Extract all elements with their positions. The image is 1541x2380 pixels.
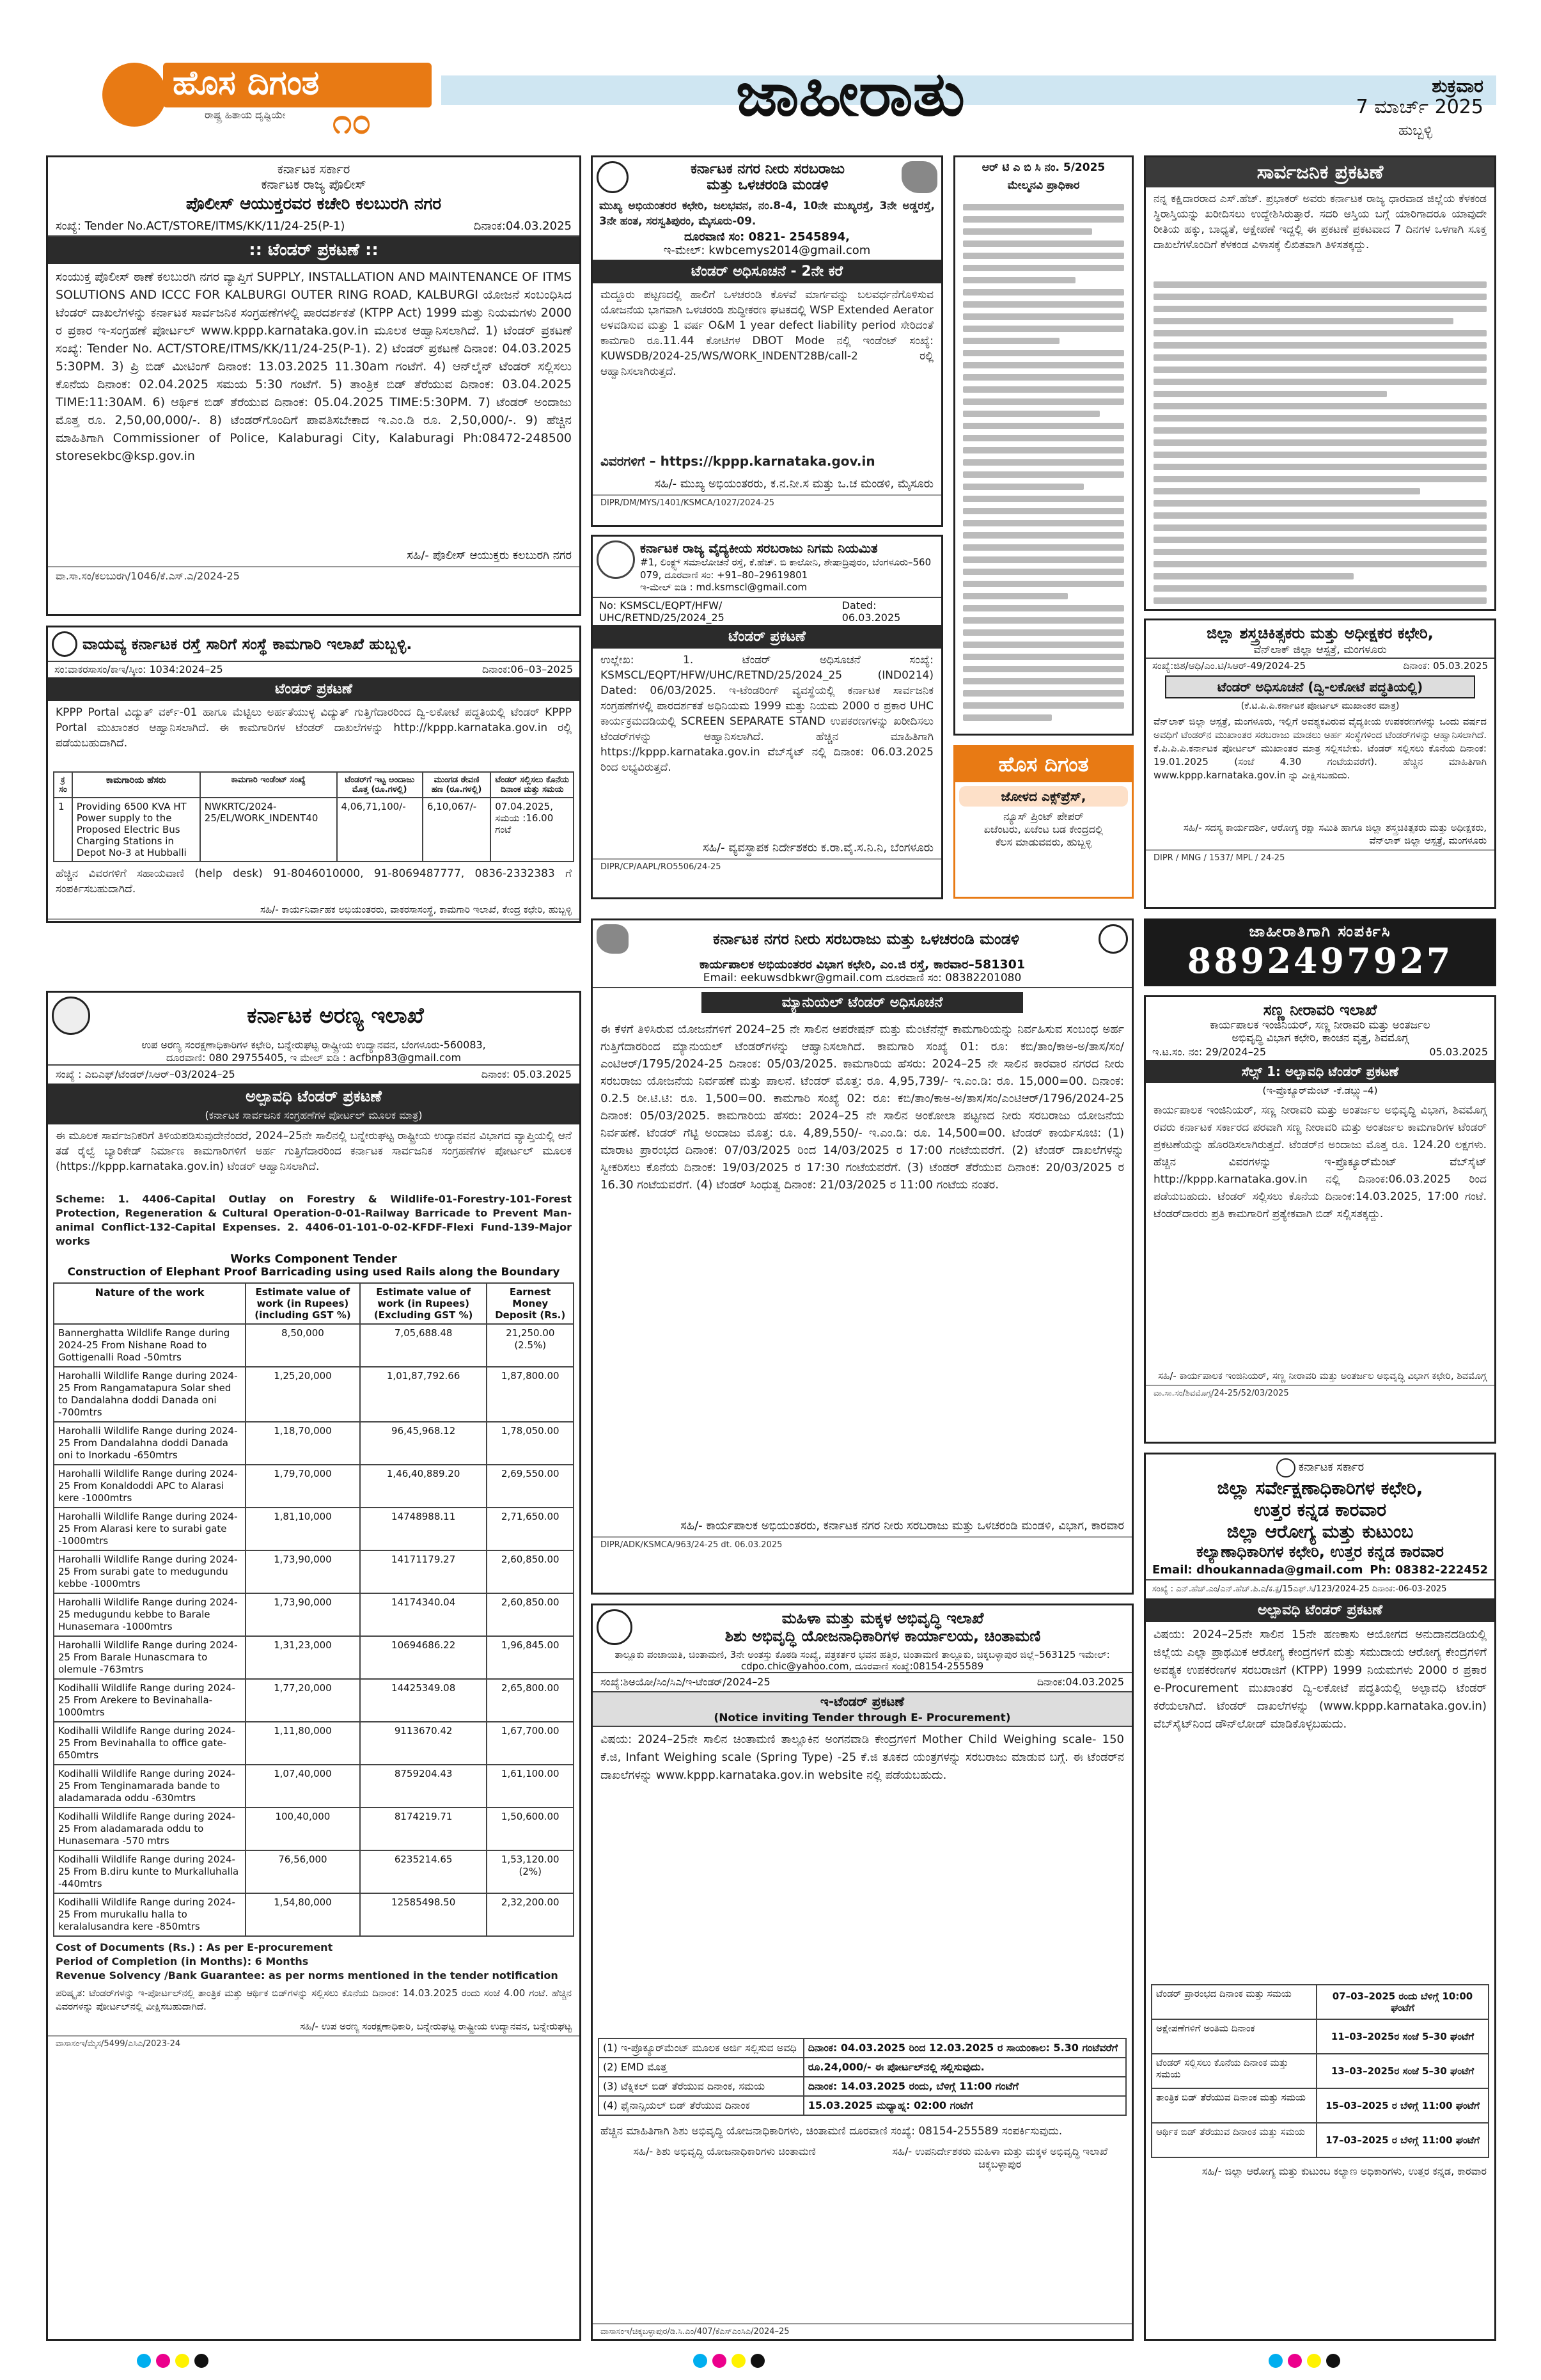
table-cell: 6235214.65: [360, 1850, 487, 1893]
table-cell: 8,50,000: [246, 1324, 360, 1367]
table-cell: 1,77,20,000: [246, 1679, 360, 1722]
ad-signature: ಸಹಿ/- ಶಿಶು ಅಭಿವೃದ್ಧಿ ಯೋಜನಾಧಿಕಾರಿಗಳು ಚಿಂತಾಮಣಿ: [633, 2145, 816, 2157]
ad-body: ಈ ಮೂಲಕ ಸಾರ್ವಜನಿಕರಿಗೆ ತಿಳಿಯಪಡಿಸುವುದೇನೆಂದರೆ, 2024–25ನೇ ಸಾಲಿನಲ್ಲಿ ಬನ್ನೇರುಘಟ್ಟ ರಾಷ್ಟ್ರೀಯ ಉದ್ಯಾನವನ ವಿಭಾಗದ ವ್ಯಾಪ್ತಿಯಲ್ಲಿ ಆನೆ ತಡೆ ರೈಲ್ವೆ ಬ್ಯಾರಿಕೇಡ್ ನಿರ್ಮಾಣ ಕಾಮಗಾರಿಗಳಿಗೆ ಅರ್ಹ ಗುತ್ತಿಗೆದಾರರಿಂದ ಕರ್ನಾಟಕ ಸಾರ್ವಜನಿಕ ಸಂಗ್ರಹಣೆಗಳ ಪೋರ್ಟಲ್ ಮೂಲಕ (https://kppp.karnataka.gov.in) ಟೆಂಡರ್ ಆಹ್ವಾನಿಸಲಾಗಿದೆ.: [56, 1130, 572, 1173]
ad-body: ವೆನ್‌ಲಾಕ್ ಜಿಲ್ಲಾ ಆಸ್ಪತ್ರೆ, ಮಂಗಳೂರು, ಇಲ್ಲಿಗೆ ಅವಶ್ಯಕವಿರುವ ವೈದ್ಯಕೀಯ ಉಪಕರಣಗಳನ್ನು ಒಂದು ವರ್ಷದ ಅವಧಿಗೆ ಟೆಂಡರ್‌ನ ಮುಖಾಂತರ ಸರಬರಾಜು ಮಾಡಲು ಅರ್ಹ ಸಂಸ್ಥೆಗಳಿಂದ ಟೆಂಡರ್‌ಗಳನ್ನು ಆಹ್ವಾನಿಸಲಾಗಿದೆ. ಕೆ.ಪಿ.ಪಿ.ಪಿ.ಕರ್ನಾಟಕ ಪೋರ್ಟಲ್ ಮುಖಾಂತರ ಮಾತ್ರ ಸಲ್ಲಿಸಬೇಕು. ಟೆಂಡರ್ ಸಲ್ಲಿಸಲು ಕೊನೆಯ ದಿನಾಂಕ: 19.01.2025 (ಸಂಜೆ 4.30 ಗಂಟೆಯವರೆಗೆ). ಹೆಚ್ಚಿನ ಮಾಹಿತಿಗಾಗಿ www.kppp.karnataka.gov.in ನ್ನು ವೀಕ್ಷಿಸಬಹುದು.: [1154, 716, 1487, 781]
ad-footer: DIPR / MNG / 1537/ MPL / 24-25: [1146, 849, 1494, 865]
table-cell: 15.03.2025 ಮಧ್ಯಾಹ್ನ: 02:00 ಗಂಟೆಗೆ: [804, 2096, 1126, 2115]
promo-line: ನ್ಯೂಸ್ ಪ್ರಿಂಟ್ ಪೇಪರ್: [1003, 810, 1084, 823]
issue-date: 7 ಮಾರ್ಚ್ 2025: [1356, 96, 1483, 118]
ad-wcd-chintamani: [591, 1604, 1134, 2341]
ad-address: ಮುಖ್ಯ ಅಭಿಯಂತರರ ಕಛೇರಿ, ಜಲಭವನ, ನಂ.8-4, 10ನೇ ಮುಖ್ಯರಸ್ತೆ, 3ನೇ ಅಡ್ಡರಸ್ತೆ, 3ನೇ ಹಂತ, ಸರಸ್ವತಿಪುರಂ, ಮೈಸೂರು-09.: [599, 200, 935, 228]
table-cell: Harohalli Wildlife Range during 2024-25 From Dandalahna doddi Danada oni to Inorkadu -650mtrs: [54, 1422, 246, 1465]
table-cell: 14171179.27: [360, 1550, 487, 1593]
ad-title: ಸಣ್ಣ ನೀರಾವರಿ ಇಲಾಖೆ: [1263, 1001, 1377, 1019]
table-cell: 12585498.50: [360, 1893, 487, 1936]
tender-works-table: [53, 1282, 574, 1937]
table-row: [54, 1722, 574, 1765]
ad-email: ಇ-ಮೇಲ್ ಐಡಿ : md.ksmscl@gmail.com: [640, 581, 808, 593]
table-cell: Harohalli Wildlife Range during 2024-25 medugundu kebbe to Barale Hunasemara -1000mtrs: [54, 1593, 246, 1636]
table-cell: ಅಕ್ಷೇಪಣೆಗಳಿಗೆ ಅಂತಿಮ ದಿನಾಂಕ: [1152, 2019, 1317, 2054]
ad-ref: ಸಂಖ್ಯೆ : ಎಬಿಎಫ್/ಟೆಂಡರ್/ಸಿಆರ್–03/2024–25: [56, 1068, 235, 1080]
print-registration-marks: [0, 2354, 1541, 2373]
ad-signature: ಸಹಿ/- ಕಾರ್ಯಪಾಲಕ ಅಭಿಯಂತರರು, ಕರ್ನಾಟಕ ನಗರ ನೀರು ಸರಬರಾಜು ಮತ್ತು ಒಳಚರಂಡಿ ಮಂಡಳಿ, ವಿಭಾಗ, ಕಾರವಾರ: [680, 1519, 1124, 1533]
contact-number: 8892497927: [1187, 940, 1453, 981]
issue-day: ಶುಕ್ರವಾರ: [1432, 75, 1483, 97]
table-cell: 10694686.22: [360, 1636, 487, 1679]
table-cell: (3) ಟೆಕ್ನಿಕಲ್ ಬಿಡ್ ತೆರೆಯುವ ದಿನಾಂಕ, ಸಮಯ: [598, 2077, 804, 2096]
ad-body: ಕಾರ್ಯಪಾಲಕ ಇಂಜಿನಿಯರ್, ಸಣ್ಣ ನೀರಾವರಿ ಮತ್ತು ಅಂತರ್ಜಲ ಅಭಿವೃದ್ಧಿ ವಿಭಾಗ, ಶಿವಮೊಗ್ಗ ರವರು ಕರ್ನಾಟಕ ಸರ್ಕಾರದ ಪರವಾಗಿ ಸಣ್ಣ ನೀರಾವರಿ ಮತ್ತು ಅಂತರ್ಜಲ ಕಾಮಗಾರಿಗಳ ಟೆಂಡರ್ ಪ್ರಕಟಣೆಯನ್ನು ಹೊರಡಿಸಲಾಗಿರುತ್ತದೆ. ಟೆಂಡರ್‌ನ ಅಂದಾಜು ಮೊತ್ತ ರೂ. 124.20 ಲಕ್ಷಗಳು. ಹೆಚ್ಚಿನ ವಿವರಗಳನ್ನು ಇ-ಪ್ರೊಕ್ಯೂರ್‌ಮೆಂಟ್ ವೆಬ್‌ಸೈಟ್ http://kppp.karnataka.gov.in ನಲ್ಲಿ ದಿನಾಂಕ:06.03.2025 ರಿಂದ ಪಡೆಯಬಹುದು. ಟೆಂಡರ್ ಸಲ್ಲಿಸಲು ಕೊನೆಯ ದಿನಾಂಕ:14.03.2025, 17:00 ಗಂಟೆ. ಟೆಂಡರ್‌ದಾರರು ಪ್ರತಿ ಕಾಮಗಾರಿಗೆ ಪ್ರತ್ಯೇಕವಾಗಿ ಬಿಡ್ ಸಲ್ಲಿಸತಕ್ಕದ್ದು.: [1154, 1104, 1487, 1220]
ad-email: ಇ-ಮೇಲ್: kwbcemys2014@gmail.com: [663, 244, 871, 257]
page-title: ಜಾಹೀರಾತು: [735, 58, 966, 130]
table-cell: 21,250.00 (2.5%): [487, 1324, 574, 1367]
ad-title: ಜಿಲ್ಲಾ ಸರ್ವೇಕ್ಷಣಾಧಿಕಾರಿಗಳ ಕಛೇರಿ,: [1217, 1478, 1423, 1499]
table-cell: 1,61,100.00: [487, 1765, 574, 1808]
ad-heading: ಇ-ಟೆಂಡರ್ ಪ್ರಕಟಣೆ: [593, 1691, 1132, 1710]
logo-tagline: ರಾಷ್ಟ್ರ ಹಿತಾಯ ದೃಷ್ಟಿಯೇ: [205, 109, 286, 121]
table-row: [54, 1679, 574, 1722]
table-row: [1152, 1985, 1489, 2019]
ad-phone: Ph: 08382-222452: [1370, 1563, 1488, 1577]
ad-heading: :: ಟೆಂಡರ್ ಪ್ರಕಟಣೆ ::: [48, 237, 579, 264]
promo-line: ಏಜೆಂಟರು, ಏಜೆಂಟ ಬಡ ಕೇಂದ್ರದಲ್ಲಿ: [983, 823, 1104, 835]
ad-date: ದಿನಾಂಕ:04.03.2025: [1036, 1676, 1124, 1688]
ad-subtitle: ವೆನ್‌ಲಾಕ್ ಜಿಲ್ಲಾ ಆಸ್ಪತ್ರೆ, ಮಂಗಳೂರು: [1253, 643, 1387, 656]
table-cell: 07–03–2025 ರಂದು ಬೆಳಿಗ್ಗೆ 10:00 ಘಂಟೆಗೆ: [1317, 1985, 1489, 2019]
ad-kuwsdb-karwar: [591, 918, 1134, 1595]
table-cell: Bannerghatta Wildlife Range during 2024-25 From Nishane Road to Gottigenalli Road -50mtrs: [54, 1324, 246, 1367]
ad-contact-banner: [1144, 918, 1496, 986]
table-cell: Harohalli Wildlife Range during 2024-25 From Barale Hunascmara to olemule -763mtrs: [54, 1636, 246, 1679]
map-icon: [597, 924, 629, 954]
cost-of-documents: Cost of Documents (Rs.) : As per E-procurement: [56, 1941, 333, 1953]
table-row: [54, 1765, 574, 1808]
table-cell: ದಿನಾಂಕ: 04.03.2025 ರಿಂದ 12.03.2025 ರ ಸಾಯಂಕಾಲ: 5.30 ಗಂಟೆವರೆಗೆ: [804, 2038, 1126, 2058]
table-row: [598, 2096, 1126, 2115]
table-cell: 1,79,70,000: [246, 1465, 360, 1508]
ad-body-text: [955, 193, 1132, 732]
promo-line: ಜೋಳದ ಎಕ್ಸ್‌ಪ್ರೆಸ್,: [959, 786, 1128, 807]
table-cell: 1,96,845.00: [487, 1636, 574, 1679]
ad-address: #1, ಲಿಂಕ್ಟ್ಸ್ ಸಮಾಲೋಚನೆ ರಸ್ತೆ, ಕೆ.ಹೆಚ್. ಬಿ ಕಾಲೋನಿ, ಶೇಷಾದ್ರಿಪುರಂ, ಬೆಂಗಳೂರು–560 079, ದೂರವಾಣಿ ಸಂ: +91–80–29619801: [640, 556, 932, 581]
ad-subtitle: (Notice inviting Tender through E- Procurement): [593, 1710, 1132, 1727]
ad-signature: ಸಹಿ/- ಸದಸ್ಯ ಕಾರ್ಯದರ್ಶಿ, ಆರೋಗ್ಯ ರಕ್ಷಾ ಸಮಿತಿ ಹಾಗೂ ಜಿಲ್ಲಾ ಶಸ್ತ್ರಚಿಕಿತ್ಸಕರು ಮತ್ತು ಅಧೀಕ್ಷಕರು, ವೆನ್‌ಲಾಕ್ ಜಿಲ್ಲಾ ಆಸ್ಪತ್ರೆ, ಮಂಗಳೂರು: [1183, 822, 1487, 846]
ad-link: ವಿವರಗಳಿಗೆ – https://kppp.karnataka.gov.in: [600, 453, 875, 469]
ad-body: ಉಲ್ಲೇಖ: 1. ಟೆಂಡರ್ ಅಧಿಸೂಚನೆ ಸಂಖ್ಯೆ: KSMSCL/EQPT/HFW/UHC/RETND/25/2024_25 (IND0214) Dated: 06/03/2025. ಇ-ಟೆಂಡರಿಂಗ್ ವ್ಯವಸ್ಥೆಯಲ್ಲಿ ಕರ್ನಾಟಕ ಸಾರ್ವಜನಿಕ ಸಂಗ್ರಹಣೆಗಳಲ್ಲಿ ಪಾರದರ್ಶಕತೆ ಅಧಿನಿಯಮ 1999 ಮತ್ತು ನಿಯಮ 2000 ರ ಪ್ರಕಾರ UHC ಕಾರ್ಯಕ್ರಮದಡಿಯಲ್ಲಿ SCREEN SEPARATE STAND ಉಪಕರಣಗಳನ್ನು ಖರೀದಿಸಲು ಟೆಂಡರ್‌ಗಳನ್ನು ಆಹ್ವಾನಿಸಲಾಗಿದೆ. ಹೆಚ್ಚಿನ ಮಾಹಿತಿಗಾಗಿ https://kppp.karnataka.gov.in ವೆಬ್‌ಸೈಟ್ ನಲ್ಲಿ ದಿನಾಂಕ: 06.03.2025 ರಿಂದ ಲಭ್ಯವಿರುತ್ತದೆ.: [600, 654, 934, 774]
ad-ref: ಸಂಖ್ಯೆ:ಜಿಶ/ಆಧಿ/ಎಂ.ಟಿ/ಸಿಆರ್-49/2024-25: [1152, 660, 1306, 672]
ad-footer: DIPR/CP/AAPL/RO5506/24-25: [593, 858, 941, 874]
ad-phone: ದೂರವಾಣಿ: 080 29755405, ಇ ಮೇಲ್ ಐಡಿ : acfbnp83@gmail.com: [166, 1052, 462, 1064]
ad-signature: ಸಹಿ/- ಪೊಲೀಸ್ ಆಯುಕ್ತರು ಕಲಬುರಗಿ ನಗರ: [407, 549, 572, 562]
period-of-completion: Period of Completion (in Months): 6 Months: [56, 1955, 309, 1967]
ad-title: ವಾಯವ್ಯ ಕರ್ನಾಟಕ ರಸ್ತೆ ಸಾರಿಗೆ ಸಂಸ್ಥೆ ಕಾಮಗಾರಿ ಇಲಾಖೆ ಹುಬ್ಬಳ್ಳಿ.: [82, 635, 412, 653]
logo-text: ಹೊಸ ದಿಗಂತ: [173, 64, 320, 102]
ad-minor-irrigation: [1144, 995, 1496, 1444]
ad-ref: ಸಂಖ್ಯೆ : ಎನ್.ಹೆಚ್.ಎಂ/ಎನ್.ಹೆಚ್.ಪಿ.ಎ/ಕ.ಕ್ಷ/15ಎಫ್.ಸಿ/123/2024-25 ದಿನಾಂಕ:-06-03-2025: [1146, 1579, 1494, 1598]
ad-legal-notice: [953, 155, 1134, 736]
forest-emblem-icon: [52, 997, 90, 1035]
ad-footer: DIPR/ADK/KSMCA/963/24-25 dt. 06.03.2025: [593, 1536, 1132, 1552]
table-cell: 1,87,800.00: [487, 1367, 574, 1422]
table-cell: Harohalli Wildlife Range during 2024-25 From Alarasi kere to surabi gate -1000mtrs: [54, 1508, 246, 1550]
table-cell: ರೂ.24,000/- ಈ ಪೋರ್ಟಲ್‌ನಲ್ಲಿ ಸಲ್ಲಿಸುವುದು.: [804, 2058, 1126, 2077]
promo-line: ಕೆಲಸ ಮಾಡುವವರು, ಹುಬ್ಬಳ್ಳಿ: [995, 836, 1092, 848]
table-cell: 1,53,120.00 (2%): [487, 1850, 574, 1893]
table-cell: Harohalli Wildlife Range during 2024-25 From surabi gate to medugundu kebbe -1000mtrs: [54, 1550, 246, 1593]
table-cell: 1,54,80,000: [246, 1893, 360, 1936]
ad-ref: ಆರ್ ಟಿ ಎ ಬಿ ಸಿ ನಂ. 5/2025: [982, 161, 1106, 174]
ad-signature: ಸಹಿ/- ವ್ಯವಸ್ಥಾಪಕ ನಿರ್ದೇಶಕರು ಕ.ರಾ.ವೈ.ಸ.ನಿ.ನಿ, ಬೆಂಗಳೂರು: [703, 841, 934, 855]
ad-date: ದಿನಾಂಕ:06–03–2025: [482, 663, 573, 675]
contact-label: ಜಾಹೀರಾತಿಗಾಗಿ ಸಂಪರ್ಕಿಸಿ: [1249, 922, 1391, 940]
ad-email: Email: dhoukannada@gmail.com: [1152, 1563, 1363, 1577]
table-cell: 1,18,70,000: [246, 1422, 360, 1465]
ad-title: ಪೊಲೀಸ್ ಆಯುಕ್ತರವರ ಕಚೇರಿ ಕಲಬುರಗಿ ನಗರ: [185, 194, 442, 214]
karnataka-emblem-icon: [1276, 1458, 1295, 1478]
revenue-solvency: Revenue Solvency /Bank Guarantee: as per norms mentioned in the tender notification: [56, 1969, 558, 1982]
nwkrtc-logo-icon: [52, 631, 77, 657]
ad-org: ಕರ್ನಾಟಕ ಸರ್ಕಾರ: [1298, 1460, 1365, 1474]
map-icon: [902, 161, 937, 193]
ad-body: ವಿಷಯ: 2024–25ನೇ ಸಾಲಿನ 15ನೇ ಹಣಕಾಸು ಆಯೋಗದ ಅನುದಾನದಡಿಯಲ್ಲಿ ಜಿಲ್ಲೆಯ ಎಲ್ಲಾ ಪ್ರಾಥಮಿಕ ಆರೋಗ್ಯ ಕೇಂದ್ರಗಳಿಗೆ ಮತ್ತು ಸಮುದಾಯ ಆರೋಗ್ಯ ಕೇಂದ್ರಗಳಿಗೆ ಅವಶ್ಯಕ ಉಪಕರಣಗಳ ಸರಬರಾಜಿಗೆ (KTPP) 1999 ನಿಯಮಗಳು 2000 ರ ಪ್ರಕಾರ e-Procurement ಮುಖಾಂತರ ದ್ವಿ-ಲಕೋಟೆ ಪದ್ಧತಿಯಲ್ಲಿ ಅಲ್ಪಾವಧಿ ಟೆಂಡರ್ ಕರೆಯಲಾಗಿದೆ. ಟೆಂಡರ್ ದಾಖಲೆಗಳನ್ನು (www.kppp.karnataka.gov.in) ವೆಬ್‌ಸೈಟ್‌ನಿಂದ ಡೌನ್‌ಲೋಡ್ ಮಾಡಿಕೊಳ್ಳಬಹುದು.: [1154, 1628, 1487, 1731]
ad-body: ಮದ್ದೂರು ಪಟ್ಟಣದಲ್ಲಿ ಹಾಲಿಗೆ ಒಳಚರಂಡಿ ಕೊಳವೆ ಮಾರ್ಗವನ್ನು ಬಲವರ್ಧನೆಗೊಳಿಸುವ ಯೋಜನೆಯ ಭಾಗವಾಗಿ ಒಳಚರಂಡಿ ಶುದ್ಧೀಕರಣ ಘಟಕದಲ್ಲಿ WSP Extended Aerator ಅಳವಡಿಸುವ ಮತ್ತು 1 ವರ್ಷ O&M 1 year defect liability period ಸೇರಿದಂತೆ ಕಾಮಗಾರಿ ರೂ.11.44 ಕೋಟಿಗಳ DBOT Mode ನಲ್ಲಿ ಇಂಡೆಂಟ್ ಸಂಖ್ಯೆ: KUWSDB/2024-25/WS/WORK_INDENT28B/call-2 ರಲ್ಲಿ ಆಹ್ವಾನಿಸಲಾಗಿರುತ್ತದೆ.: [600, 288, 934, 378]
table-cell: Kodihalli Wildlife Range during 2024-25 From aladamarada oddu to Hunasemara -570 mtrs: [54, 1808, 246, 1850]
table-row: [54, 1324, 574, 1367]
ad-date: ದಿನಾಂಕ:04.03.2025: [473, 219, 572, 233]
ad-kalaburagi-police: [46, 155, 581, 616]
ad-body: ನನ್ನ ಕಕ್ಷಿದಾರರಾದ ಎಸ್.ಹೆಚ್. ಪ್ರಭಾಕರ್ ಅವರು ಕರ್ನಾಟಕ ರಾಜ್ಯ ಧಾರವಾಡ ಜಿಲ್ಲೆಯ ಕೆಳಕಂಡ ಸ್ಥಿರಾಸ್ತಿಯನ್ನು ಖರೀದಿಸಲು ಉದ್ದೇಶಿಸಿರುತ್ತಾರೆ. ಸದರಿ ಆಸ್ತಿಯ ಬಗ್ಗೆ ಯಾರಿಗಾದರೂ ಯಾವುದೇ ರೀತಿಯ ಹಕ್ಕು, ಬಾಧ್ಯತೆ, ಆಕ್ಷೇಪಣೆ ಇದ್ದಲ್ಲಿ ಈ ಪ್ರಕಟಣೆ ಪ್ರಕಟವಾದ 7 ದಿನಗಳ ಒಳಗಾಗಿ ಸೂಕ್ತ ದಾಖಲೆಗಳೊಂದಿಗೆ ಕೆಳಕಂಡ ವಿಳಾಸಕ್ಕೆ ಲಿಖಿತವಾಗಿ ತಿಳಿಸತಕ್ಕದ್ದು.: [1154, 193, 1487, 251]
ad-ref: ಸಂ:ವಾಕರಸಾಸಂ/ಕಾಇ/ಸ್ಕೀಂ: 1034:2024–25: [54, 663, 223, 675]
table-cell: 1,81,10,000: [246, 1508, 360, 1550]
table-cell: 2,69,550.00: [487, 1465, 574, 1508]
ad-note: ಪರಿಷ್ಕೃತ: ಟೆಂಡರ್‌ಗಳನ್ನು ಇ-ಪೋರ್ಟಲ್‌ನಲ್ಲಿ ತಾಂತ್ರಿಕ ಮತ್ತು ಆರ್ಥಿಕ ಬಿಡ್‌ಗಳನ್ನು ಸಲ್ಲಿಸಲು ಕೊನೆಯ ದಿನಾಂಕ: 14.03.2025 ರಂದು ಸಂಜೆ 4.00 ಗಂಟೆ. ಹೆಚ್ಚಿನ ವಿವರಗಳನ್ನು ಪೋರ್ಟಲ್‌ನಲ್ಲಿ ವೀಕ್ಷಿಸಬಹುದಾಗಿದೆ.: [56, 1987, 572, 2012]
ad-ref: ಸಂಖ್ಯೆ: Tender No.ACT/STORE/ITMS/KK/11/24-25(P-1): [56, 219, 345, 233]
ad-ref: ಸಂಖ್ಯೆ:ಶಿಅಯೋ/ಸಿಂ/ಸಿಎ/ಇ-ಟೆಂಡರ್/2024–25: [600, 1676, 770, 1688]
table-cell: 8759204.43: [360, 1765, 487, 1808]
ad-org: ಕರ್ನಾಟಕ ರಾಜ್ಯ ವೈದ್ಯಕೀಯ ಸರಬರಾಜು ನಿಗಮ ನಿಯಮಿತ: [640, 540, 878, 556]
table-cell: Kodihalli Wildlife Range during 2024-25 From Bevinahalla to office gate-650mtrs: [54, 1722, 246, 1765]
table-cell: 100,40,000: [246, 1808, 360, 1850]
table-row: [54, 1550, 574, 1593]
ad-title: ಮೇಲ್ಮನವಿ ಪ್ರಾಧಿಕಾರ: [1007, 179, 1080, 192]
table-row: [598, 2058, 1126, 2077]
table-cell: 1,31,23,000: [246, 1636, 360, 1679]
table-cell: 11–03–2025ರ ಸಂಜೆ 5–30 ಘಂಟೆಗೆ: [1317, 2019, 1489, 2054]
ad-email: Email: eekuwsdbkwr@gmail.com ದೂರವಾಣಿ ಸಂ: 08382201080: [593, 972, 1132, 988]
kuwsdb-logo-icon: [597, 161, 629, 193]
ad-org: ಕರ್ನಾಟಕ ರಾಜ್ಯ ಪೊಲೀಸ್: [261, 177, 366, 192]
table-cell: 2,60,850.00: [487, 1593, 574, 1636]
ad-heading: ಅಲ್ಪಾವಧಿ ಟೆಂಡರ್ ಪ್ರಕಟಣೆ: [48, 1084, 579, 1109]
table-cell: ಟೆಂಡರ್ ಸಲ್ಲಿಸಲು ಕೊನೆಯ ದಿನಾಂಕ ಮತ್ತು ಸಮಯ: [1152, 2054, 1317, 2088]
ad-footer: ವಾ.ಸಾ.ಸಂ/ಕಲಬುರಗಿ/1046/ಕೆ.ಎಸ್.ಎ/2024-25: [48, 566, 579, 585]
table-cell: 1,50,600.00: [487, 1808, 574, 1850]
ad-subtitle: (ಕರ್ನಾಟಕ ಸಾರ್ವಜನಿಕ ಸಂಗ್ರಹಣೆಗಳ ಪೋರ್ಟಲ್ ಮೂಲಕ ಮಾತ್ರ): [48, 1109, 579, 1124]
table-cell: Harohalli Wildlife Range during 2024-25 From Rangamatapura Solar shed to Dandalahna doddi Danada oni -700mtrs: [54, 1367, 246, 1422]
table-row: [54, 1465, 574, 1508]
ad-footer: ವಾಸಾಸಂಇ/ಚಿಕ್ಕಬಳ್ಳಾಪುರ/ಡಿ.ಸಿ.ಎಂ/407/ಕೆಎಸ್ಎಂಸಿಎ/2024–25: [593, 2323, 1132, 2339]
table-row: [598, 2038, 1126, 2058]
table-cell: 76,56,000: [246, 1850, 360, 1893]
ad-address: ತಾಲ್ಲೂಕು ಪಂಚಾಯಿತಿ, ಚಿಂತಾಮಣಿ, 3ನೇ ಅಂತಸ್ತು ಕೊಠಡಿ ಸಂಖ್ಯೆ, ಪತ್ರಕರ್ತರ ಭವನ ಹತ್ತಿರ, ಚಿಂತಾಮಣಿ ತಾಲ್ಲೂಕು, ಚಿಕ್ಕಬಳ್ಳಾಪುರ ಜಿಲ್ಲೆ–563125 ಇಮೇಲ್: cdpo.chic@yahoo.com, ದೂರವಾಣಿ ಸಂಖ್ಯೆ:08154-255589: [614, 1649, 1110, 1672]
ad-subtitle: ಕಾರ್ಯಪಾಲಕ ಅಭಿಯಂತರರ ವಿಭಾಗ ಕಛೇರಿ, ಎಂ.ಜಿ ರಸ್ತೆ, ಕಾರವಾರ–581301: [699, 958, 1026, 972]
ad-heading: ಟೆಂಡರ್ ಅಧಿಸೂಚನೆ - 2ನೇ ಕರೆ: [593, 260, 941, 283]
ad-date: 05.03.2025: [1429, 1046, 1488, 1058]
table-cell: 1,46,40,889.20: [360, 1465, 487, 1508]
ad-helpline: ಹೆಚ್ಚಿನ ವಿವರಗಳಿಗೆ ಸಹಾಯವಾಣಿ (help desk) 91-8046010000, 91-8069487777, 0836-2332383 ಗೆ ಸಂಪರ್ಕಿಸಬಹುದಾಗಿದೆ.: [56, 867, 572, 895]
ad-kuwsdb-mysuru: [591, 155, 943, 527]
ad-subtitle: ಅಭಿವೃದ್ಧಿ ವಿಭಾಗ ಕಛೇರಿ, ಕಾಂಚನ ವೃತ್ತ, ಶಿವಮೊಗ್ಗ: [1232, 1032, 1409, 1044]
table-row: [54, 1636, 574, 1679]
table-cell: 2,65,800.00: [487, 1679, 574, 1722]
table-cell: 9113670.42: [360, 1722, 487, 1765]
ad-title: ಜಿಲ್ಲಾ ಶಸ್ತ್ರಚಿಕಿತ್ಸಕರು ಮತ್ತು ಅಧೀಕ್ಷಕರ ಕಛೇರಿ,: [1207, 624, 1434, 642]
ad-subtitle: ಶಿಶು ಅಭಿವೃದ್ಧಿ ಯೋಜನಾಧಿಕಾರಿಗಳ ಕಾರ್ಯಾಲಯ, ಚಿಂತಾಮಣಿ: [724, 1627, 1041, 1645]
ad-title: ಉತ್ತರ ಕನ್ನಡ ಕಾರವಾರ: [1253, 1499, 1387, 1520]
ad-heading: ಅಲ್ಪಾವಧಿ ಟೆಂಡರ್ ಪ್ರಕಟಣೆ: [1146, 1598, 1494, 1622]
ad-ksmscl: [591, 535, 943, 899]
ad-forest-department: [46, 991, 581, 2341]
ad-scheme: Scheme: 1. 4406-Capital Outlay on Forestry & Wildlife-01-Forestry-101-Forest Protection, Regeneration & Cultural Operation-0-01-Railway Barricade to Prevent Man-animal Conflict-132-Capital Expenses. 2. 4406-01-101-0-02-KFDF-Flexi Fund-139-Major works: [56, 1193, 572, 1247]
works-component-title: Works Component Tender: [230, 1252, 397, 1266]
table-cell: (1) ಇ-ಪ್ರೊಕ್ಯೂರ್‌ಮೆಂಟ್ ಮೂಲಕ ಅರ್ಜಿ ಸಲ್ಲಿಸುವ ಅವಧಿ: [598, 2038, 804, 2058]
ad-title: ಮಹಿಳಾ ಮತ್ತು ಮಕ್ಕಳ ಅಭಿವೃದ್ಧಿ ಇಲಾಖೆ: [781, 1609, 984, 1627]
ad-hosadiganta-promo: [953, 745, 1134, 899]
masthead: [45, 56, 1496, 146]
table-cell: 96,45,968.12: [360, 1422, 487, 1465]
ad-body: KPPP Portal ವಿದ್ಯುತ್ ವರ್ಕ್-01 ಹಾಗೂ ಮೆಟ್ಟಿಲು ಅರ್ಹತೆಯುಳ್ಳ ವಿದ್ಯುತ್ ಗುತ್ತಿಗೆದಾರರಿಂದ ದ್ವಿ-ಲಕೋಟೆ ಪದ್ಧತಿಯಲ್ಲಿ ಟೆಂಡರ್ KPPP Portal ಮುಖಾಂತರ ಆಹ್ವಾನಿಸಲಾಗಿದೆ. ಈ ಕಾಮಗಾರಿಗಳ ಟೆಂಡರ್ ದಾಖಲೆಗಳನ್ನು http://kppp.karnataka.gov.in ರಲ್ಲಿ ಪಡೆಯಬಹುದಾಗಿದೆ.: [56, 706, 572, 750]
table-row: [54, 1893, 574, 1936]
ad-karwar-health: [1144, 1453, 1496, 2341]
table-cell: (4) ಫೈನಾನ್ಸಿಯಲ್ ಬಿಡ್ ತೆರೆಯುವ ದಿನಾಂಕ: [598, 2096, 804, 2115]
ad-date: Dated: 06.03.2025: [841, 599, 901, 624]
ad-org: ಕರ್ನಾಟಕ ನಗರ ನೀರು ಸರಬರಾಜು: [691, 161, 845, 177]
table-cell: Kodihalli Wildlife Range during 2024-25 From murukallu halla to keralalusandra kere -850mtrs: [54, 1893, 246, 1936]
table-row: [1152, 2088, 1489, 2123]
table-cell: ದಿನಾಂಕ: 14.03.2025 ರಂದು, ಬೆಳಿಗ್ಗೆ 11:00 ಗಂಟೆಗೆ: [804, 2077, 1126, 2096]
schedule-table: [1151, 1984, 1489, 2158]
promo-brand: ಹೊಸ ದಿಗಂತ: [955, 747, 1132, 782]
wcd-logo-icon: [597, 1609, 632, 1645]
table-cell: 1,73,90,000: [246, 1593, 360, 1636]
kuwsdb-logo-icon: [1099, 924, 1128, 954]
table-row: [54, 1593, 574, 1636]
table-row: [54, 1508, 574, 1550]
table-cell: 14748988.11: [360, 1508, 487, 1550]
table-row: [1152, 2054, 1489, 2088]
ad-title: ಕಲ್ಯಾಣಾಧಿಕಾರಿಗಳ ಕಛೇರಿ, ಉತ್ತರ ಕನ್ನಡ ಕಾರವಾರ: [1196, 1543, 1444, 1561]
tender-table: [53, 771, 574, 862]
table-row: [54, 1422, 574, 1465]
table-cell: 14425349.08: [360, 1679, 487, 1722]
table-cell: 7,05,688.48: [360, 1324, 487, 1367]
ad-helpline: ಹೆಚ್ಚಿನ ಮಾಹಿತಿಗಾಗಿ ಶಿಶು ಅಭಿವೃದ್ಧಿ ಯೋಜನಾಧಿಕಾರಿಗಳು, ಚಿಂತಾಮಣಿ ದೂರವಾಣಿ ಸಂಖ್ಯೆ: 08154-255589 ಸಂಪರ್ಕಿಸುವುದು.: [600, 2125, 1063, 2138]
ad-date: ದಿನಾಂಕ: 05.03.2025: [481, 1068, 572, 1080]
table-cell: 1,78,050.00: [487, 1422, 574, 1465]
ad-date: [955, 732, 1132, 736]
ad-title: ಜಿಲ್ಲಾ ಆರೋಗ್ಯ ಮತ್ತು ಕುಟುಂಬ: [1226, 1521, 1414, 1542]
table-cell: 8174219.71: [360, 1808, 487, 1850]
ad-subtitle: (ಇ-ಪ್ರೊಕ್ಯೂರ್‌ಮೆಂಟ್ -ಕೆ.ಡಬ್ಲ್ಯು–4): [1262, 1085, 1378, 1096]
ad-subtitle: ಕಾರ್ಯಪಾಲಕ ಇಂಜಿನಿಯರ್, ಸಣ್ಣ ನೀರಾವರಿ ಮತ್ತು ಅಂತರ್ಜಲ: [1210, 1019, 1430, 1032]
ksmscl-logo-icon: [597, 540, 635, 579]
table-cell: 1,01,87,792.66: [360, 1367, 487, 1422]
table-row: [598, 2077, 1126, 2096]
ad-heading: ಸೆಲ್ಸ್ 1: ಅಲ್ಪಾವಧಿ ಟೆಂಡರ್ ಪ್ರಕಟಣೆ: [1146, 1060, 1494, 1083]
ad-footer: ವಾಸಾಸಂಇ/ಮೈಸ/5499/ಎಸಿಎ/2023-24: [48, 2035, 579, 2051]
ad-title: ಕರ್ನಾಟಕ ಅರಣ್ಯ ಇಲಾಖೆ: [247, 1003, 424, 1028]
table-cell: 13–03–2025ರ ಸಂಜೆ 5–30 ಘಂಟೆಗೆ: [1317, 2054, 1489, 2088]
ad-nwkrtc: [46, 626, 581, 923]
table-cell: 1,67,700.00: [487, 1722, 574, 1765]
table-header-row: Nature of the work Estimate value of work (in Rupees) (including GST %) Estimate value of work (in Rupees) (Excluding GST %) Earnest Money Deposit (Rs.): [54, 1283, 574, 1324]
ad-heading: ಟೆಂಡರ್ ಪ್ರಕಟಣೆ: [48, 677, 579, 701]
table-cell: 2,60,850.00: [487, 1550, 574, 1593]
ad-title: ಕರ್ನಾಟಕ ನಗರ ನೀರು ಸರಬರಾಜು ಮತ್ತು ಒಳಚರಂಡಿ ಮಂಡಳಿ: [713, 930, 1019, 948]
table-cell: Harohalli Wildlife Range during 2024-25 From Konaldoddi APC to Alarasi kere -1000mtrs: [54, 1465, 246, 1508]
ad-footer: ವಾ.ಸಾ.ಸಂ/ಶಿವಮೊಗ್ಗ/24-25/52/03/2025: [1146, 1385, 1494, 1401]
table-cell: Kodihalli Wildlife Range during 2024-25 From B.diru kunte to Murkalluhalla -440mtrs: [54, 1850, 246, 1893]
page-number: ೧೦: [332, 101, 372, 141]
table-cell: Kodihalli Wildlife Range during 2024-25 From Arekere to Bevinahalla-1000mtrs: [54, 1679, 246, 1722]
table-row: [54, 1850, 574, 1893]
ad-heading: ಟೆಂಡರ್ ಅಧಿಸೂಚನೆ (ದ್ವಿ-ಲಕೋಟೆ ಪದ್ಧತಿಯಲ್ಲಿ): [1165, 675, 1475, 698]
ad-signature: ಸಹಿ/- ಕಾರ್ಯನಿರ್ವಾಹಕ ಅಭಿಯಂತರರು, ವಾಕರಸಾಸಂಸ್ಥೆ, ಕಾಮಗಾರಿ ಇಲಾಖೆ, ಕೇಂದ್ರ ಕಛೇರಿ, ಹುಬ್ಬಳ್ಳಿ: [260, 904, 572, 915]
ad-signature: ಸಹಿ/- ಉಪನಿರ್ದೇಶಕರು ಮಹಿಳಾ ಮತ್ತು ಮಕ್ಕಳ ಅಭಿವೃದ್ಧಿ ಇಲಾಖೆ ಚಿಕ್ಕಬಳ್ಳಾಪುರ: [892, 2145, 1108, 2170]
ad-body: ಸಂಯುಕ್ತ ಪೊಲೀಸ್ ಠಾಣೆ ಕಲಬುರಗಿ ನಗರ ವ್ಯಾಪ್ತಿಗೆ SUPPLY, INSTALLATION AND MAINTENANCE OF ITMS SOLUTIONS AND ICCC FOR KALBURGI OUTER RING ROAD, KALBURGI ಯೋಜನೆ ಸಂಬಂಧಿಸಿದ ಟೆಂಡರ್‌ ದಾಖಲೆಗಳನ್ನು ಕರ್ನಾಟಕ ಸಾರ್ವಜನಿಕ ಸಂಗ್ರಹಣೆಗಳಲ್ಲಿ ಪಾರದರ್ಶಕತೆ (KTPP Act) 1999 ಮತ್ತು ನಿಯಮಗಳು 2000 ರ ಪ್ರಕಾರ ಇ-ಸಂಗ್ರಹಣೆ ಪೋರ್ಟಲ್ www.kppp.karnataka.gov.in ಮೂಲಕ ಆಹ್ವಾನಿಸಲಾಗಿದೆ. 1) ಟೆಂಡರ್ ಪ್ರಕಟಣೆ ಸಂಖ್ಯೆ: Tender No. ACT/STORE/ITMS/KK/11/24-25(P-1). 2) ಟೆಂಡರ್ ಪ್ರಕಟಣೆ ದಿನಾಂಕ: 04.03.2025 5:30PM. 3) ಪ್ರಿ ಬಿಡ್ ಮೀಟಿಂಗ್ ದಿನಾಂಕ: 13.03.2025 11.30am ಗಂಟೆಗೆ. 4) ಆನ್‌ಲೈನ್ ಟೆಂಡರ್ ಸಲ್ಲಿಸಲು ಕೊನೆಯ ದಿನಾಂಕ: 02.04.2025 ಸಮಯ 5:30 ಗಂಟೆಗೆ. 5) ತಾಂತ್ರಿಕ ಬಿಡ್ ತೆರೆಯುವ ದಿನಾಂಕ: 03.04.2025 TIME:11:30AM. 6) ಆರ್ಥಿಕ ಬಿಡ್ ತೆರೆಯುವ ದಿನಾಂಕ: 05.04.2025 TIME:5:30PM. 7) ಟೆಂಡರ್ ಅಂದಾಜು ಮೊತ್ತ ರೂ. 2,50,00,000/-. 8) ಟೆಂಡರ್‌ಗೊಂದಿಗೆ ಪಾವತಿಸಬೇಕಾದ ಇ.ಎಂ.ಡಿ ರೂ. 2,50,000/-. 9) ಹೆಚ್ಚಿನ ಮಾಹಿತಿಗಾಗಿ Commissioner of Police, Kalaburagi City, Kalaburagi Ph:08472-248500 storesekbc@ksp.gov.in: [56, 270, 572, 463]
ad-org: ಕರ್ನಾಟಕ ಸರ್ಕಾರ: [277, 161, 350, 177]
table-cell: ಟೆಂಡರ್ ಪ್ರಾರಂಭದ ದಿನಾಂಕ ಮತ್ತು ಸಮಯ: [1152, 1985, 1317, 2019]
table-cell: 2,71,650.00: [487, 1508, 574, 1550]
table-cell: 1,07,40,000: [246, 1765, 360, 1808]
ad-signature: ಸಹಿ/- ಜಿಲ್ಲಾ ಆರೋಗ್ಯ ಮತ್ತು ಕುಟುಂಬ ಕಲ್ಯಾಣ ಅಧಿಕಾರಿಗಳು, ಉತ್ತರ ಕನ್ನಡ, ಕಾರವಾರ: [1201, 2165, 1487, 2177]
table-cell: 17–03–2025 ರ ಬೆಳಿಗ್ಗೆ 11:00 ಘಂಟೆಗೆ: [1317, 2123, 1489, 2157]
table-header-row: ಕ್ರ ಸಂ ಕಾಮಗಾರಿಯ ಹೆಸರು ಕಾಮಗಾರಿ ಇಂಡೆಂಟ್ ಸಂಖ್ಯೆ ಟೆಂಡರ್‌ಗೆ ಇಟ್ಟ ಅಂದಾಜು ಮೊತ್ತ (ರೂ.ಗಳಲ್ಲಿ) ಮುಂಗಡ ಠೇವಣಿ ಹಣ (ರೂ.ಗಳಲ್ಲಿ) ಟೆಂಡರ್ ಸಲ್ಲಿಸಲು ಕೊನೆಯ ದಿನಾಂಕ ಮತ್ತು ಸಮಯ: [54, 772, 574, 798]
table-row: [54, 1367, 574, 1422]
logo: [102, 56, 435, 141]
ad-body: ಈ ಕೆಳಗೆ ತಿಳಿಸಿರುವ ಯೋಜನೆಗಳಿಗೆ 2024–25 ನೇ ಸಾಲಿನ ಆಪರೇಷನ್ ಮತ್ತು ಮೆಂಟೆನೆನ್ಸ್ ಕಾಮಗಾರಿಯನ್ನು ನಿರ್ವಹಿಸುವ ಸಂಬಂಧ ಅರ್ಹ ಗುತ್ತಿಗೆದಾರರಿಂದ ಮ್ಯಾನುಯಲ್ ಟೆಂಡರ್‌ಗಳನ್ನು ಆಹ್ವಾನಿಸಲಾಗಿದೆ. ಕಾಮಗಾರಿ ಸಂಖ್ಯೆ 01: ರೂ: ಕಬಿ/ತಾಂ/ಕಾಅ-ಅ/ತಾಸ/ಸಂ/ಎಂಟಿಆರ್/1795/2024-25 ದಿನಾಂಕ: 05/03/2025. ಕಾಮಗಾರಿಯ ಹೆಸರು: 2024–25 ನೇ ಸಾಲಿನ ಕಾರವಾರ ನಗರದ ನೀರು ಸರಬರಾಜು ಯೋಜನೆಯ ನಿರ್ವಹಣೆ ಮತ್ತು ಪಾಲನೆ. ಟೆಂಡರ್ ಮೊತ್ತ: ರೂ. 4,95,739/- ಇ.ಎಂ.ಡಿ: ರೂ. 15,000=00. ದಿನಾಂಕ: 0.2.5 ರೀ.ಟಿ.ಟಿ: ರೂ. 1,500=00. ಕಾಮಗಾರಿ ಸಂಖ್ಯೆ 02: ರೂ: ಕಬಿ/ತಾಂ/ಕಾಅ-ಅ/ತಾಸ/ಸಂ/ಎಂಟಿಆರ್/1796/2024-25 ದಿನಾಂಕ: 05/03/2025. ಕಾಮಗಾರಿಯ ಹೆಸರು: 2024–25 ನೇ ಸಾಲಿನ ಅಂಕೋಲಾ ಪಟ್ಟಣದ ನೀರು ಸರಬರಾಜು ಯೋಜನೆಯ ನಿರ್ವಹಣೆ. ಟೆಂಡರ್ ಗೆಟ್ಟಿ ಅಂದಾಜು ಮೊತ್ತ: ರೂ. 4,89,550/- ಇ.ಎಂ.ಡಿ: ರೂ. 14,500=00. ಟೆಂಡರ್ ಕಾರ್ಯಸೂಚಿ: (1) ಮಾರಾಟ ಪ್ರಾರಂಭದ ದಿನಾಂಕ: 07/03/2025 ರಿಂದ 14/03/2025 ರ 17:00 ಗಂಟೆಯವರೆಗೆ. (2) ಟೆಂಡರ್ ದಾಖಲೆಗಳನ್ನು ಸ್ವೀಕರಿಸಲು ಕೊನೆಯ ದಿನಾಂಕ: 19/03/2025 ರ 17:30 ಗಂಟೆಯವರೆಗೆ. (3) ಟೆಂಡರ್ ತೆರೆಯುವ ದಿನಾಂಕ: 20/03/2025 ರ 16.30 ಗಂಟೆಯವರೆಗೆ. (4) ಟೆಂಡರ್ ಸಿಂಧುತ್ವ ದಿನಾಂಕ: 21/03/2025 ರ 11:00 ಗಂಟೆಯ ನಂತರ.: [600, 1023, 1124, 1192]
ad-date: ದಿನಾಂಕ: 05.03.2025: [1403, 660, 1488, 672]
ad-signature: ಸಹಿ/- ಕಾರ್ಯಪಾಲಕ ಇಂಜಿನಿಯರ್, ಸಣ್ಣ ನೀರಾವರಿ ಮತ್ತು ಅಂತರ್ಜಲ ಅಭಿವೃದ್ಧಿ ವಿಭಾಗ ಕಛೇರಿ, ಶಿವಮೊಗ್ಗ: [1158, 1370, 1487, 1382]
ad-body: ವಿಷಯ: 2024–25ನೇ ಸಾಲಿನ ಚಿಂತಾಮಣಿ ತಾಲ್ಲೂಕಿನ ಅಂಗನವಾಡಿ ಕೇಂದ್ರಗಳಿಗೆ Mother Child Weighing scale- 150 ಕೆ.ಜಿ, Infant Weighing scale (Spring Type) -25 ಕೆ.ಜಿ ತೂಕದ ಯಂತ್ರಗಳನ್ನು ಸರಬರಾಜು ಮಾಡುವ ಬಗ್ಗೆ. ಈ ಟೆಂಡರ್‌ನ ದಾಖಲೆಗಳನ್ನು www.kppp.karnataka.gov.in website ನಲ್ಲಿ ಪಡೆಯಬಹುದು.: [600, 1733, 1124, 1782]
ad-org: ಮತ್ತು ಒಳಚರಂಡಿ ಮಂಡಳಿ: [707, 177, 829, 193]
table-cell: 2,32,200.00: [487, 1893, 574, 1936]
table-cell: 1,73,90,000: [246, 1550, 360, 1593]
ad-heading: ಸಾರ್ವಜನಿಕ ಪ್ರಕಟಣೆ: [1146, 157, 1494, 187]
ad-signature: ಸಹಿ/- ಉಪ ಅರಣ್ಯ ಸಂರಕ್ಷಣಾಧಿಕಾರಿ, ಬನ್ನೇರುಘಟ್ಟ ರಾಷ್ಟ್ರೀಯ ಉದ್ಯಾನವನ, ಬನ್ನೇರುಘಟ್ಟ: [300, 2021, 572, 2032]
ad-phone: ದೂರವಾಣಿ ಸಂ: 0821- 2545894,: [684, 230, 850, 244]
ad-ref: ಇ.ಟ.ಸಂ. ನಂ: 29/2024–25: [1152, 1046, 1267, 1058]
table-cell: (2) EMD ಮೊತ್ತ: [598, 2058, 804, 2077]
ad-heading: ಮ್ಯಾನುಯಲ್ ಟೆಂಡರ್ ಅಧಿಸೂಚನೆ: [701, 992, 1023, 1013]
edition-city: ಹುಬ್ಬಳ್ಳಿ: [1398, 123, 1432, 139]
ad-footer: DIPR/DM/MYS/1401/KSMCA/1027/2024-25: [593, 494, 941, 510]
table-cell: ತಾಂತ್ರಿಕ ಬಿಡ್ ತೆರೆಯುವ ದಿನಾಂಕ ಮತ್ತು ಸಮಯ: [1152, 2088, 1317, 2123]
ad-heading: ಟೆಂಡರ್ ಪ್ರಕಟಣೆ: [593, 625, 941, 649]
ad-body-text: [1146, 271, 1494, 611]
table-cell: 15–03–2025 ರ ಬೆಳಿಗ್ಗೆ 11:00 ಘಂಟೆಗೆ: [1317, 2088, 1489, 2123]
table-row: [54, 1808, 574, 1850]
ad-subtitle: (ಕೆ.ಟಿ.ಪಿ.ಪಿ.ಕರ್ನಾಟಕ ಪೋರ್ಟಲ್ ಮುಖಾಂತರ ಮಾತ್ರ): [1240, 701, 1400, 711]
works-component-subtitle: Construction of Elephant Proof Barricading using used Rails along the Boundary: [67, 1266, 560, 1279]
ad-signature: ಸಹಿ/- ಮುಖ್ಯ ಅಭಿಯಂತರರು, ಕ.ನ.ನೀ.ಸ ಮತ್ತು ಒ.ಚ ಮಂಡಳಿ, ಮೈಸೂರು: [654, 477, 934, 491]
table-row: [1152, 2123, 1489, 2157]
table-cell: ಆರ್ಥಿಕ ಬಿಡ್ ತೆರೆಯುವ ದಿನಾಂಕ ಮತ್ತು ಸಮಯ: [1152, 2123, 1317, 2157]
table-cell: Kodihalli Wildlife Range during 2024-25 From Tenginamarada bande to aladamarada oddu -630mtrs: [54, 1765, 246, 1808]
ad-footer: [48, 918, 579, 923]
ad-ref: No: KSMSCL/EQPT/HFW/ UHC/RETND/25/2024_25: [599, 599, 724, 624]
table-cell: 1,11,80,000: [246, 1722, 360, 1765]
logo-emblem-icon: [102, 63, 166, 127]
schedule-table: [598, 2038, 1127, 2116]
table-cell: 14174340.04: [360, 1593, 487, 1636]
ad-mangaluru-hospital: [1144, 619, 1496, 909]
table-row: [1152, 2019, 1489, 2054]
table-cell: 1,25,20,000: [246, 1367, 360, 1422]
ad-public-notice: [1144, 155, 1496, 611]
table-row: 1 Providing 6500 KVA HT Power supply to the Proposed Electric Bus Charging Stations in Depot No-3 at Hubballi NWKRTC/2024-25/EL/WORK_INDENT40 4,06,71,100/- 6,10,067/- 07.04.2025, ಸಮಯ :16.00 ಗಂಟೆ: [54, 798, 574, 862]
ad-address: ಉಪ ಅರಣ್ಯ ಸಂರಕ್ಷಣಾಧಿಕಾರಿಗಳ ಕಛೇರಿ, ಬನ್ನೇರುಘಟ್ಟ ರಾಷ್ಟ್ರೀಯ ಉದ್ಯಾನವನ, ಬೆಂಗಳೂರು-560083,: [141, 1039, 486, 1051]
